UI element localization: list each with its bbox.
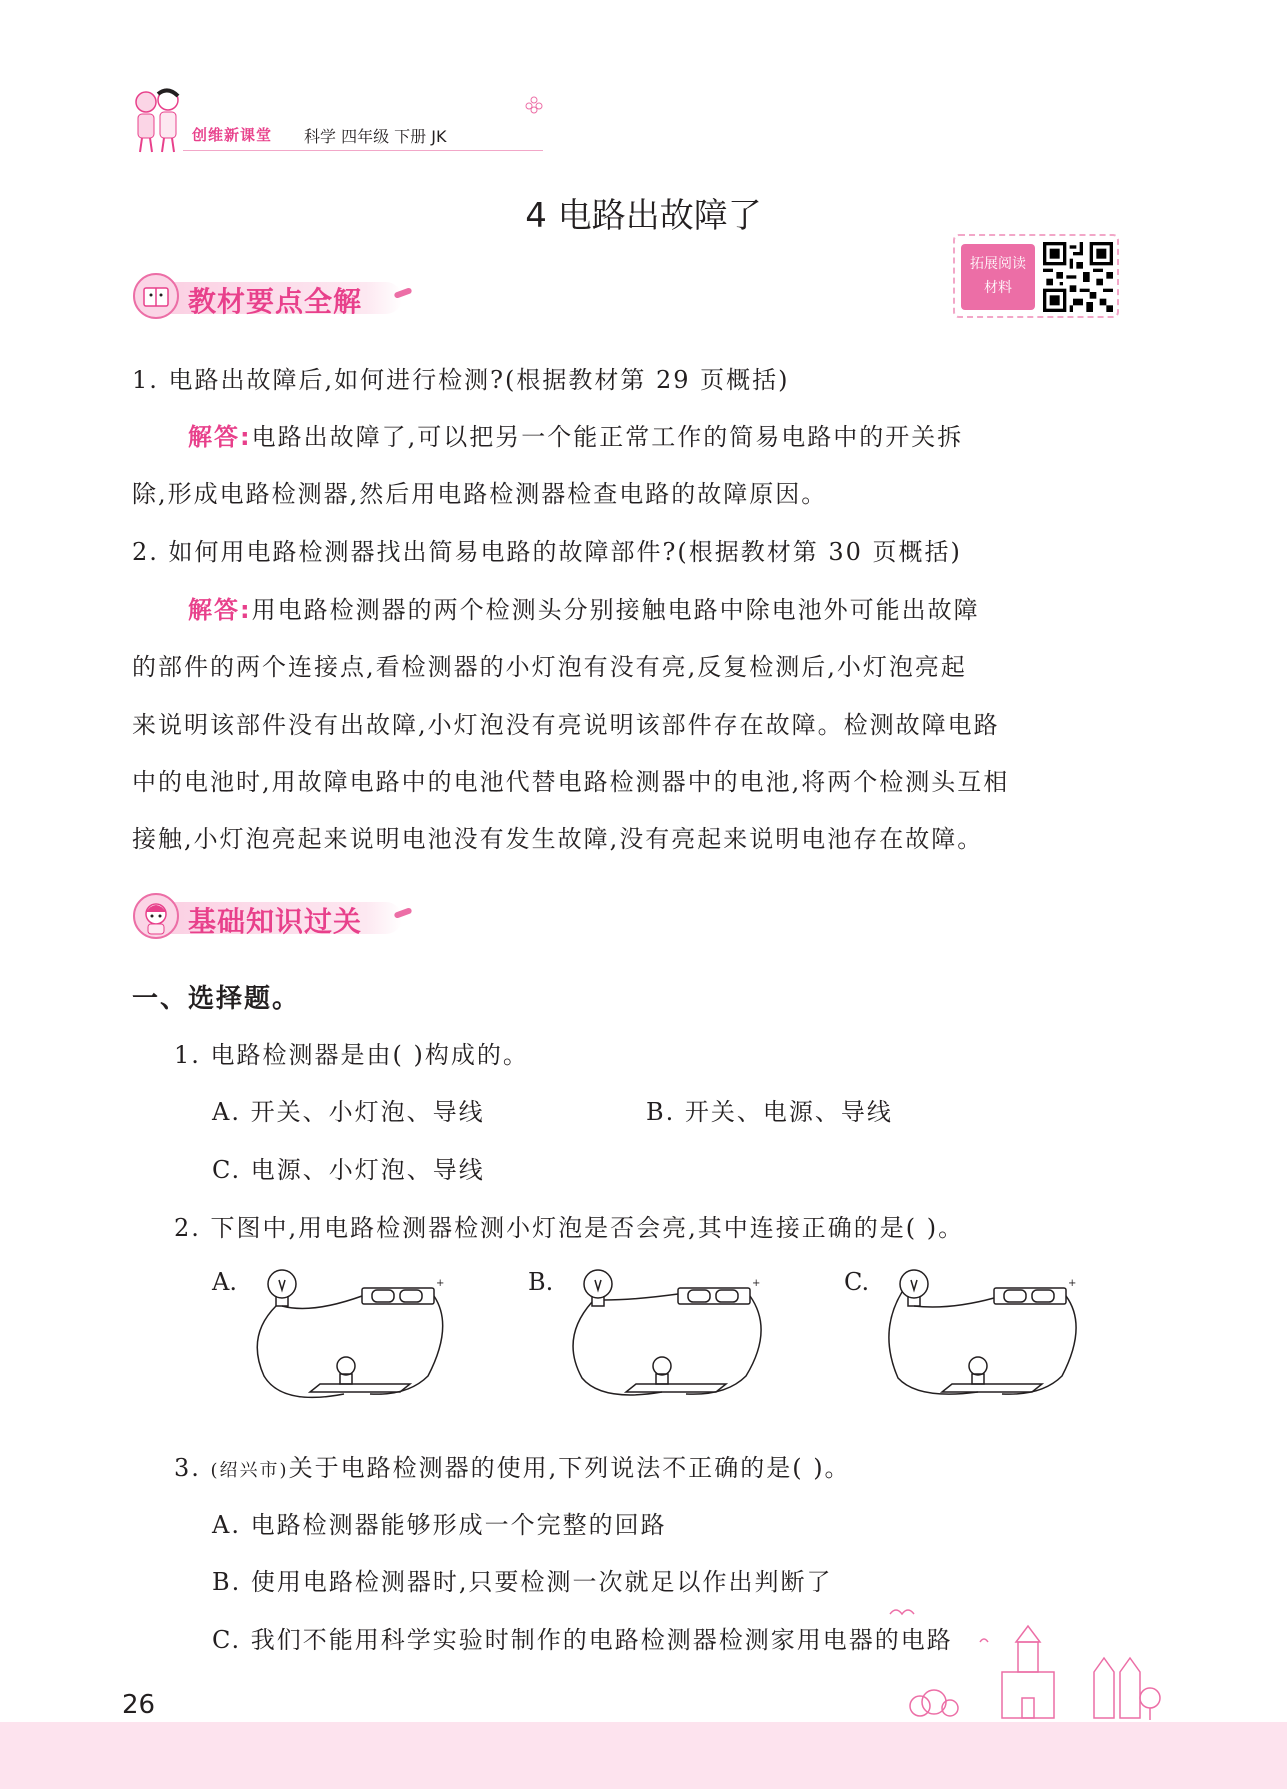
castle-decoration-icon [880,1602,1170,1722]
answer-2-line-1 [188,590,980,625]
section-title: 教材要点全解 [188,285,363,318]
mc-q1-option-b[interactable]: B. 开关、电源、导线 [646,1098,893,1126]
page-number: 26 [122,1690,156,1720]
qr-panel[interactable] [953,234,1119,318]
circuit-figure-c[interactable] [882,1262,1082,1422]
figure-label-a[interactable]: A. [212,1268,237,1296]
brand-label: 创维新课堂 [192,126,273,144]
mc-question-3 [174,1448,851,1483]
girl-character-icon [132,892,180,940]
answer-label: 解答: [188,596,252,624]
footer-band [0,1722,1287,1789]
answer-1-line-1 [188,417,963,452]
svg-text:+: + [1068,1278,1077,1289]
section-title: 基础知识过关 [188,905,363,938]
mc-q3-option-b[interactable]: B. 使用电路检测器时,只要检测一次就足以作出判断了 [212,1568,833,1596]
answer-2-line-5: 接触,小灯泡亮起来说明电池没有发生故障,没有亮起来说明电池存在故障。 [132,825,984,853]
answer-text: 用电路检测器的两个检测头分别接触电路中除电池外可能出故障 [251,596,980,624]
mc-q1-option-c[interactable]: C. 电源、小灯泡、导线 [212,1156,485,1184]
answer-label: 解答: [188,423,252,451]
figure-label-c[interactable]: C. [844,1268,870,1296]
mc-q3-option-c[interactable]: C. 我们不能用科学实验时制作的电路检测器检测家用电器的电路 [212,1626,953,1654]
q3-text: 关于电路检测器的使用,下列说法不正确的是( )。 [288,1454,851,1482]
svg-text:+: + [752,1278,761,1289]
book-character-icon [132,272,180,320]
question-2: 2. 如何用电路检测器找出简易电路的故障部件?(根据教材第 30 页概括) [132,538,962,566]
answer-1-line-2: 除,形成电路检测器,然后用电路检测器检查电路的故障原因。 [132,480,828,508]
answer-2-line-4: 中的电池时,用故障电路中的电池代替电路检测器中的电池,将两个检测头互相 [132,768,1010,796]
q3-source: (绍兴市) [210,1460,289,1481]
answer-2-line-2: 的部件的两个连接点,看检测器的小灯泡有没有亮,反复检测后,小灯泡亮起 [132,653,967,681]
section-heading-key-points [132,272,412,320]
qr-label [961,244,1035,310]
subject-label: 科学 四年级 下册 JK [304,127,447,146]
qr-label-line2: 材料 [984,280,1012,296]
page-header [128,88,548,158]
mc-q1-option-a[interactable]: A. 开关、小灯泡、导线 [212,1098,485,1126]
section-heading-basics [132,892,412,940]
mc-question-2: 2. 下图中,用电路检测器检测小灯泡是否会亮,其中连接正确的是( )。 [174,1214,965,1242]
mc-q3-option-a[interactable]: A. 电路检测器能够形成一个完整的回路 [212,1511,667,1539]
qr-label-line1: 拓展阅读 [970,256,1026,272]
header-divider [183,150,543,151]
answer-2-line-3: 来说明该部件没有出故障,小灯泡没有亮说明该部件存在故障。检测故障电路 [132,711,1000,739]
flower-icon [525,96,543,114]
q3-number: 3. [174,1454,211,1482]
qr-code-icon[interactable] [1043,242,1113,312]
part-title: 一、选择题。 [132,984,301,1014]
answer-text: 电路出故障了,可以把另一个能正常工作的简易电路中的开关拆 [251,423,964,451]
figure-label-b[interactable]: B. [528,1268,554,1296]
question-1: 1. 电路出故障后,如何进行检测?(根据教材第 29 页概括) [132,366,790,394]
mc-question-1: 1. 电路检测器是由( )构成的。 [174,1041,529,1069]
circuit-figure-b[interactable] [566,1262,766,1422]
svg-text:+: + [436,1278,445,1289]
circuit-figure-a[interactable] [250,1262,450,1422]
kids-mascot-icon [128,88,190,154]
page-title: 4 电路出故障了 [525,196,762,236]
